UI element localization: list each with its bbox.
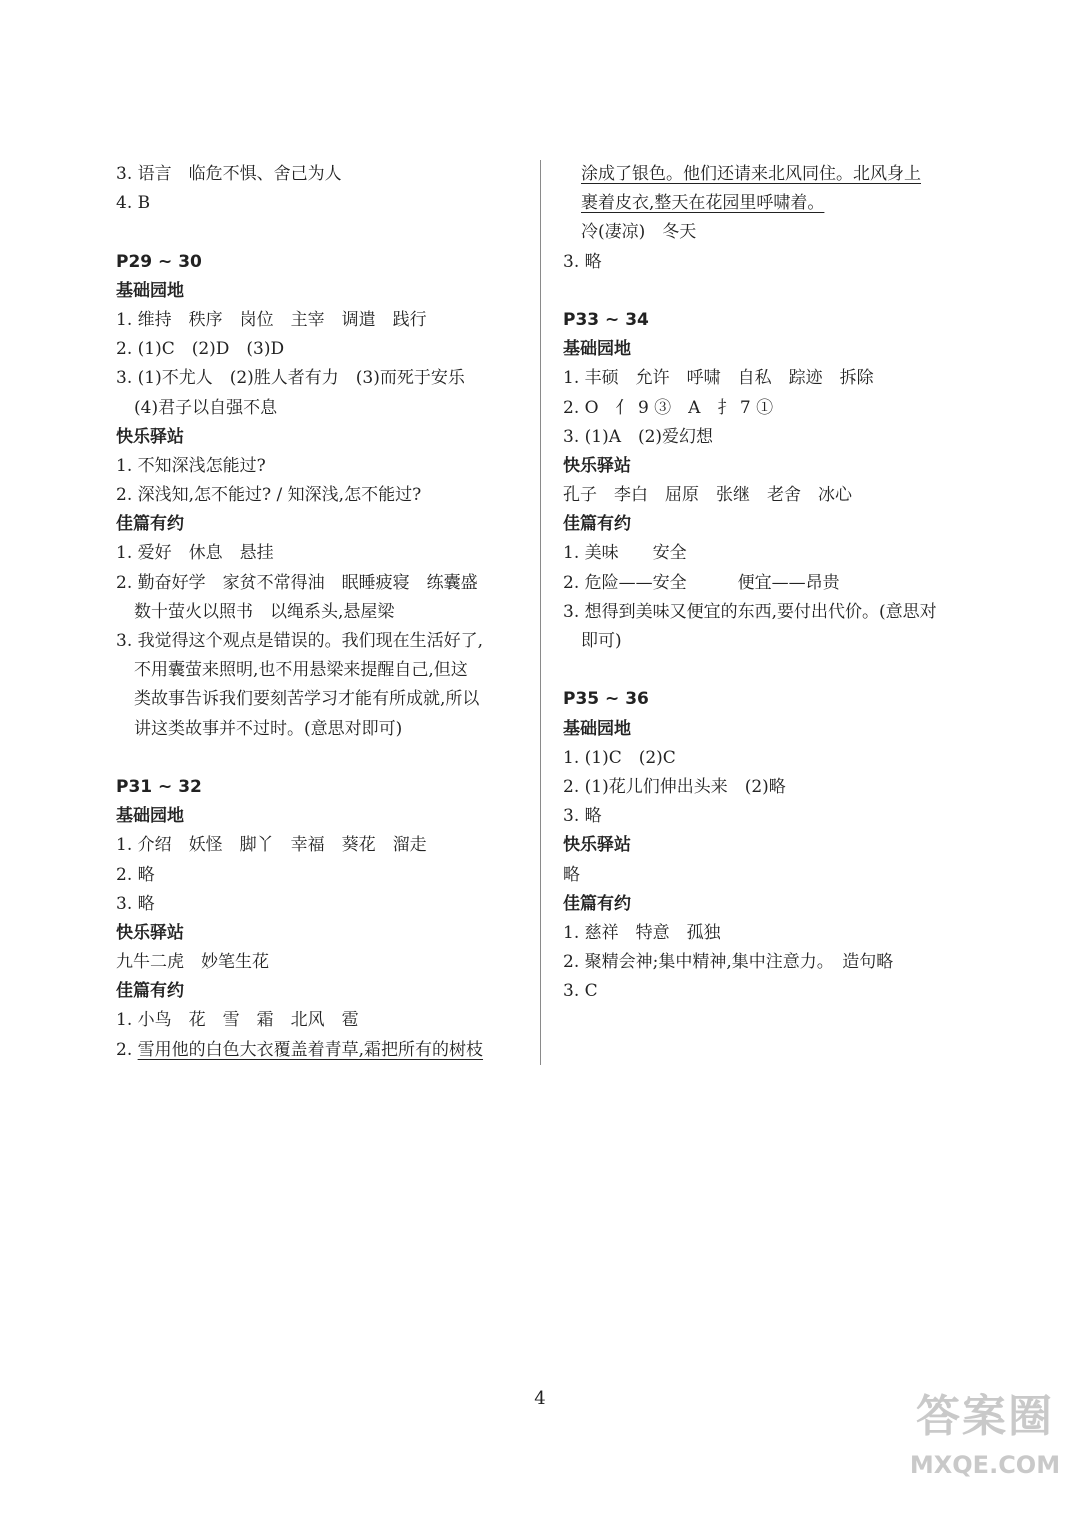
answer-line: 3. C	[563, 981, 598, 1002]
answer-line: 3. 略	[116, 893, 155, 914]
answer-line: 2. 深浅知,怎不能过? / 知深浅,怎不能过?	[116, 485, 422, 506]
answer-line: 2. (1)花儿们伸出头来 (2)略	[563, 776, 786, 797]
answer-line: 1. 介绍 妖怪 脚丫 幸福 葵花 溜走	[116, 835, 427, 856]
page-number: 4	[534, 1388, 546, 1409]
page-range-heading-p33: P33 ~ 34	[563, 309, 649, 330]
answer-line: 讲这类故事并不过时。(意思对即可)	[134, 718, 403, 739]
section-title: 基础园地	[563, 718, 631, 739]
section-title: 佳篇有约	[116, 981, 184, 1002]
answer-line: 数十萤火以照书 以绳系头,悬屋梁	[134, 601, 395, 622]
answer-line: 不用囊萤来照明,也不用悬梁来提醒自己,但这	[134, 660, 468, 681]
answer-line: 九牛二虎 妙笔生花	[116, 952, 269, 973]
section-title: 基础园地	[116, 806, 184, 827]
left-column	[116, 160, 526, 1065]
answer-line: 2. O 亻 9 ③ A 扌 7 ①	[563, 397, 774, 418]
section-title: 佳篇有约	[116, 514, 184, 535]
answer-line: 3. 略	[563, 806, 602, 827]
answer-line: 1. 美味 安全	[563, 543, 687, 564]
answer-line: 即可)	[581, 631, 622, 651]
answer-line: 3. 我觉得这个观点是错误的。我们现在生活好了,	[116, 631, 484, 651]
section-title: 佳篇有约	[563, 893, 631, 914]
answer-line: 1. 爱好 休息 悬挂	[116, 543, 274, 564]
answer-line: 冷(凄凉) 冬天	[581, 222, 697, 243]
answer-line: 4. B	[116, 193, 151, 214]
section-title: 快乐驿站	[116, 426, 184, 447]
answer-line: 2. 危险——安全 便宜——昂贵	[563, 572, 840, 593]
section-title: 快乐驿站	[563, 835, 631, 856]
answer-line	[563, 160, 973, 189]
answer-line: 1. (1)C (2)C	[563, 747, 676, 768]
section-title: 基础园地	[116, 280, 184, 301]
answer-line: 3. 略	[563, 251, 602, 272]
page-range-heading-p29: P29 ~ 30	[116, 251, 202, 272]
answer-line: 1. 丰硕 允许 呼啸 自私 踪迹 拆除	[563, 368, 874, 389]
section-title: 基础园地	[563, 339, 631, 360]
underlined-answer: 涂成了银色。他们还请来北风同住。北风身上	[581, 164, 921, 184]
answer-line: 2. (1)C (2)D (3)D	[116, 339, 285, 360]
watermark-logo	[900, 1387, 1070, 1507]
page-range-heading-p31: P31 ~ 32	[116, 776, 202, 797]
answer-line: 略	[563, 864, 580, 885]
watermark-logo-text: 答案圈	[916, 1391, 1054, 1442]
blank-line	[116, 744, 526, 773]
answer-line: 孔子 李白 屈原 张继 老舍 冰心	[563, 485, 852, 506]
blank-line	[563, 656, 973, 685]
page-range-heading-p35: P35 ~ 36	[563, 689, 649, 710]
answer-line: 1. 小鸟 花 雪 霜 北风 雹	[116, 1010, 359, 1031]
underlined-answer: 裹着皮衣,整天在花园里呼啸着。	[581, 193, 825, 214]
blank-line	[563, 277, 973, 306]
answer-line	[116, 1036, 526, 1065]
section-title: 快乐驿站	[563, 455, 631, 476]
watermark-site: MXQE.COM	[909, 1451, 1061, 1479]
answer-line: (4)君子以自强不息	[134, 397, 278, 418]
answer-line: 2. 略	[116, 864, 155, 885]
answer-prefix: 2.	[116, 1039, 138, 1060]
column-divider	[540, 160, 541, 1065]
section-title: 佳篇有约	[563, 514, 631, 535]
answer-line: 3. (1)不尤人 (2)胜人者有力 (3)而死于安乐	[116, 368, 465, 389]
answer-line: 2. 勤奋好学 家贫不常得油 眠睡疲寝 练囊盛	[116, 572, 478, 593]
underlined-answer: 雪用他的白色大衣覆盖着青草,霜把所有的树枝	[137, 1039, 484, 1060]
answer-line: 3. 语言 临危不惧、舍己为人	[116, 164, 342, 184]
answer-line: 1. 维持 秩序 岗位 主宰 调遣 践行	[116, 309, 427, 330]
answer-line: 3. 想得到美味又便宜的东西,要付出代价。(意思对	[563, 601, 937, 622]
answer-line: 1. 不知深浅怎能过?	[116, 455, 266, 476]
answer-line: 2. 聚精会神;集中精神,集中注意力。 造句略	[563, 952, 894, 973]
section-title: 快乐驿站	[116, 922, 184, 943]
answer-line: 1. 慈祥 特意 孤独	[563, 922, 721, 943]
answer-line	[563, 189, 973, 218]
answer-line: 3. (1)A (2)爱幻想	[563, 426, 714, 447]
right-column	[563, 160, 973, 1006]
answer-line: 类故事告诉我们要刻苦学习才能有所成就,所以	[134, 689, 480, 710]
blank-line	[116, 218, 526, 247]
